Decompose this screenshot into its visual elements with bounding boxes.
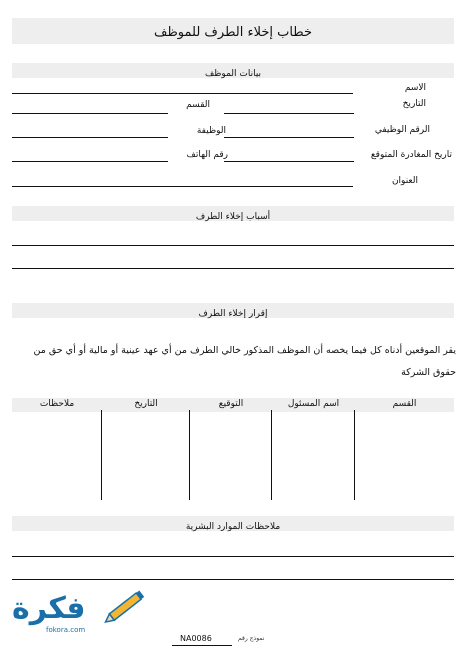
employee-number-line (224, 137, 354, 138)
hr-line-1 (12, 556, 454, 557)
label-phone: رقم الهاتف (186, 150, 228, 160)
phone-line (12, 161, 168, 162)
label-department: القسم (186, 100, 210, 110)
logo-domain: fokora.com (46, 626, 86, 634)
label-leave-date: تاريخ المغادرة المتوقع (370, 150, 452, 160)
table-header-signature: التوقيع (218, 399, 244, 409)
label-name: الاسم (404, 83, 426, 93)
label-job: الوظيفة (196, 126, 226, 136)
date-line (224, 113, 354, 114)
form-title: خطاب إخلاء الطرف للموظف (154, 25, 312, 40)
label-date: التاريخ (402, 99, 426, 109)
reasons-line-2 (12, 268, 454, 269)
table-divider-3 (271, 410, 272, 500)
label-address: العنوان (391, 176, 418, 186)
fikra-logo (8, 588, 148, 638)
reasons-line-1 (12, 245, 454, 246)
hr-section-label: ملاحظات الموارد البشرية (185, 522, 281, 532)
title-bar (12, 18, 454, 44)
job-line (12, 137, 168, 138)
table-header-department: القسم (392, 399, 417, 409)
table-header-notes: ملاحظات (39, 399, 75, 409)
declaration-section-label: إقرار إخلاء الطرف (198, 309, 268, 319)
hr-line-2 (12, 579, 454, 580)
table-divider-4 (354, 410, 355, 500)
employee-section-label: بيانات الموظف (204, 69, 262, 79)
label-employee-number: الرقم الوظيفي (374, 125, 430, 135)
hr-section-header (12, 516, 454, 531)
leave-date-line (224, 161, 354, 162)
reasons-section-label: أسباب إخلاء الطرف (195, 212, 271, 222)
table-divider-2 (189, 410, 190, 500)
table-header-date: التاريخ (134, 399, 158, 409)
declaration-text: يقر الموقعين أدناه كل فيما يخصه أن الموظف المذكور خالي الطرف من أي عهد عينية أو مالية أو أي حق من حقوق الشركة (33, 345, 456, 378)
name-line (12, 93, 353, 94)
table-divider-1 (101, 410, 102, 500)
employee-section-header (12, 63, 454, 78)
reasons-section-header (12, 206, 454, 221)
table-header-responsible: اسم المسئول (287, 399, 340, 409)
form-number-label: نموذج رقم (238, 635, 265, 642)
department-line (12, 113, 168, 114)
form-number: NA0086 (180, 634, 212, 643)
declaration-section-header (12, 303, 454, 318)
logo-text: فكرة (12, 591, 86, 626)
address-line (12, 186, 353, 187)
form-number-line (172, 645, 232, 646)
